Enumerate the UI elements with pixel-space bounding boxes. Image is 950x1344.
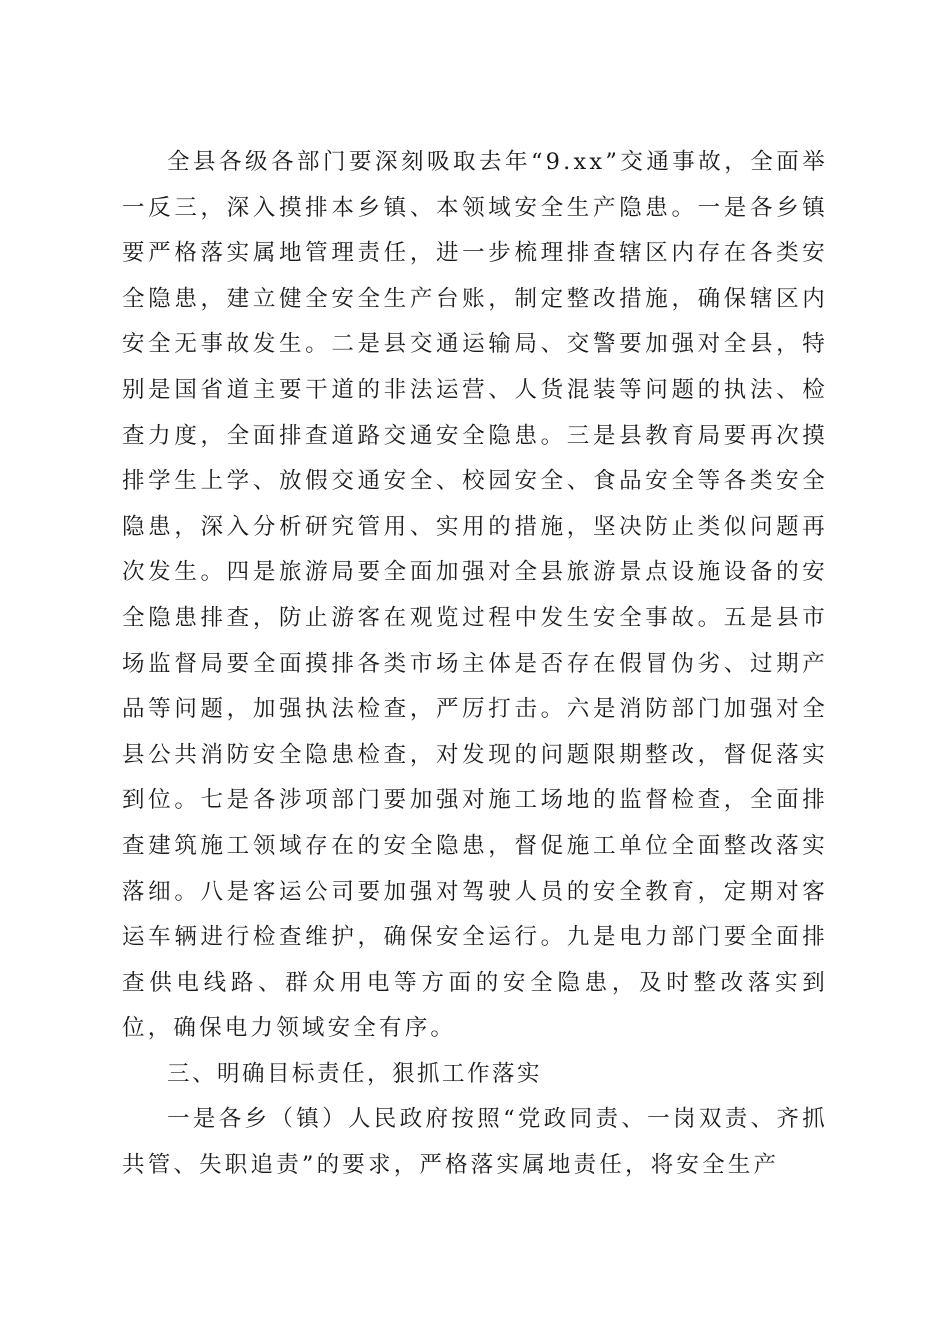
body-paragraph: 全县各级各部门要深刻吸取去年“9.xx”交通事故，全面举一反三，深入摸排本乡镇、本领域安全生产隐患。一是各乡镇要严格落实属地管理责任，进一步梳理排查辖区内存在各类安全隐患，建立健全安全生产台账，制定整改措施，确保辖区内安全无事故发生。二是县交通运输局、交警要加强对全县，特别是国省道主要干道的非法运营、人货混装等问题的执法、检查力度，全面排查道路交通安全隐患。三是县教育局要再次摸排学生上学、放假交通安全、校园安全、食品安全等各类安全隐患，深入分析研究管用、实用的措施，坚决防止类似问题再次发生。四是旅游局要全面加强对全县旅游景点设施设备的安全隐患排查，防止游客在观览过程中发生安全事故。五是县市场监督局要全面摸排各类市场主体是否存在假冒伪劣、过期产品等问题，加强执法检查，严厉打击。六是消防部门加强对全县公共消防安全隐患检查，对发现的问题限期整改，督促落实到位。七是各涉项部门要加强对施工场地的监督检查，全面排查建筑施工领域存在的安全隐患，督促施工单位全面整改落实落细。八是客运公司要加强对驾驶人员的安全教育，定期对客运车辆进行检查维护，确保安全运行。九是电力部门要全面排查供电线路、群众用电等方面的安全隐患，及时整改落实到位，确保电力领域安全有序。 bbox=[122, 149, 828, 1042]
body-paragraph: 一是各乡（镇）人民政府按照“党政同责、一岗双责、齐抓共管、失职追责”的要求，严格落实属地责任，将安全生产 bbox=[122, 1106, 828, 1179]
section-heading: 三、明确目标责任，狠抓工作落实 bbox=[167, 1060, 543, 1087]
document-body bbox=[122, 140, 828, 1189]
